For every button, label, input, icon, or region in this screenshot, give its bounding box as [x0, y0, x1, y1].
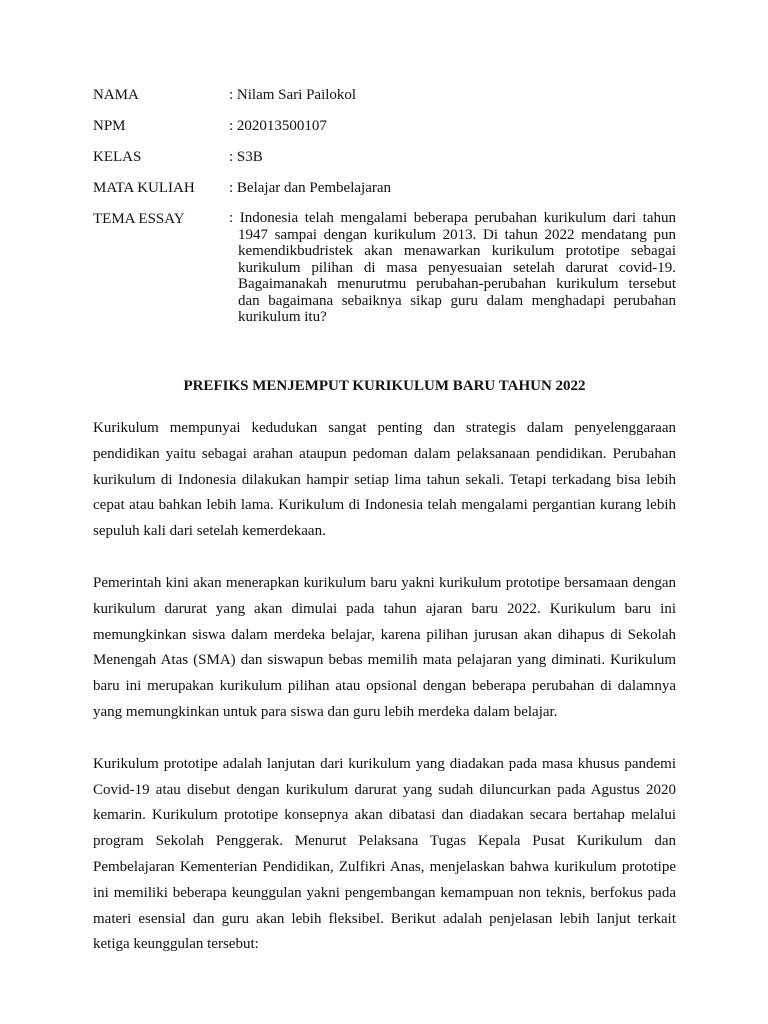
- info-label: NPM: [93, 118, 126, 134]
- student-info-header: [93, 86, 676, 339]
- info-label: NAMA: [93, 87, 139, 103]
- info-label: MATA KULIAH: [93, 180, 195, 196]
- info-label: TEMA ESSAY: [93, 211, 185, 227]
- essay-title: PREFIKS MENJEMPUT KURIKULUM BARU TAHUN 2022: [183, 378, 586, 394]
- essay-paragraph: Kurikulum prototipe adalah lanjutan dari kurikulum yang diadakan pada masa khusus pandemi Covid-19 atau disebut dengan kurikulum darurat yang sudah diluncurkan pada Agustus 2020 kemarin. Kurikulum prototipe konsepnya akan dibatasi dan diadakan secara bertahap melalui program Sekolah Penggerak. Menurut Pelaksana Tugas Kepala Pusat Kurikulum dan Pembelajaran Kementerian Pendidikan, Zulfikri Anas, menjelaskan bahwa kurikulum prototipe ini memiliki beberapa keunggulan yakni pengembangan kemampuan non teknis, berfokus pada materi esensial dan guru akan lebih fleksibel. Berikut adalah penjelasan lebih lanjut terkait ketiga keunggulan tersebut:: [93, 755, 676, 953]
- info-value: : S3B: [229, 149, 263, 165]
- info-row-kelas: [93, 148, 676, 166]
- info-label: KELAS: [93, 149, 142, 165]
- info-value: : Belajar dan Pembelajaran: [229, 180, 392, 196]
- essay-paragraph: Kurikulum mempunyai kedudukan sangat penting dan strategis dalam penyelenggaraan pendidikan yaitu sebagai arahan ataupun pedoman dalam pelaksanaan pendidikan. Perubahan kurikulum di Indonesia dilakukan hampir setiap lima tahun sekali. Tetapi terkadang bisa lebih cepat atau bahkan lebih lama. Kurikulum di Indonesia telah mengalami pergantian kurang lebih sepuluh kali dari setelah kemerdekaan.: [93, 420, 676, 540]
- theme-text: : Indonesia telah mengalami beberapa perubahan kurikulum dari tahun 1947 sampai dengan kurikulum 2013. Di tahun 2022 mendatang pun kemendikbudristek akan menawarkan kurikulum prototipe sebagai kurikulum pilihan di masa penyesuaian setelah darurat covid-19. Bagaimanakah menurutmu perubahan-perubahan kurikulum tersebut dan bagaimana sebaiknya sikap guru dalam menghadapi perubahan kurikulum itu?: [229, 210, 676, 325]
- info-row-npm: [93, 117, 676, 135]
- essay-paragraph: Pemerintah kini akan menerapkan kurikulum baru yakni kurikulum prototipe bersamaan dengan kurikulum darurat yang akan dimulai pada tahun ajaran baru 2022. Kurikulum baru ini memungkinkan siswa dalam merdeka belajar, karena pilihan jurusan akan dihapus di Sekolah Menengah Atas (SMA) dan siswapun bebas memilih mata pelajaran yang diminati. Kurikulum baru ini merupakan kurikulum pilihan atau opsional dengan beberapa perubahan di dalamnya yang memungkinkan untuk para siswa dan guru lebih merdeka dalam belajar.: [93, 574, 676, 720]
- info-value: : 202013500107: [229, 118, 327, 134]
- info-row-nama: [93, 86, 676, 104]
- essay-body: [93, 416, 676, 984]
- info-value-theme: [229, 210, 676, 326]
- info-row-mata-kuliah: [93, 179, 676, 197]
- info-row-tema-essay: [93, 210, 676, 326]
- info-value: : Nilam Sari Pailokol: [229, 87, 357, 103]
